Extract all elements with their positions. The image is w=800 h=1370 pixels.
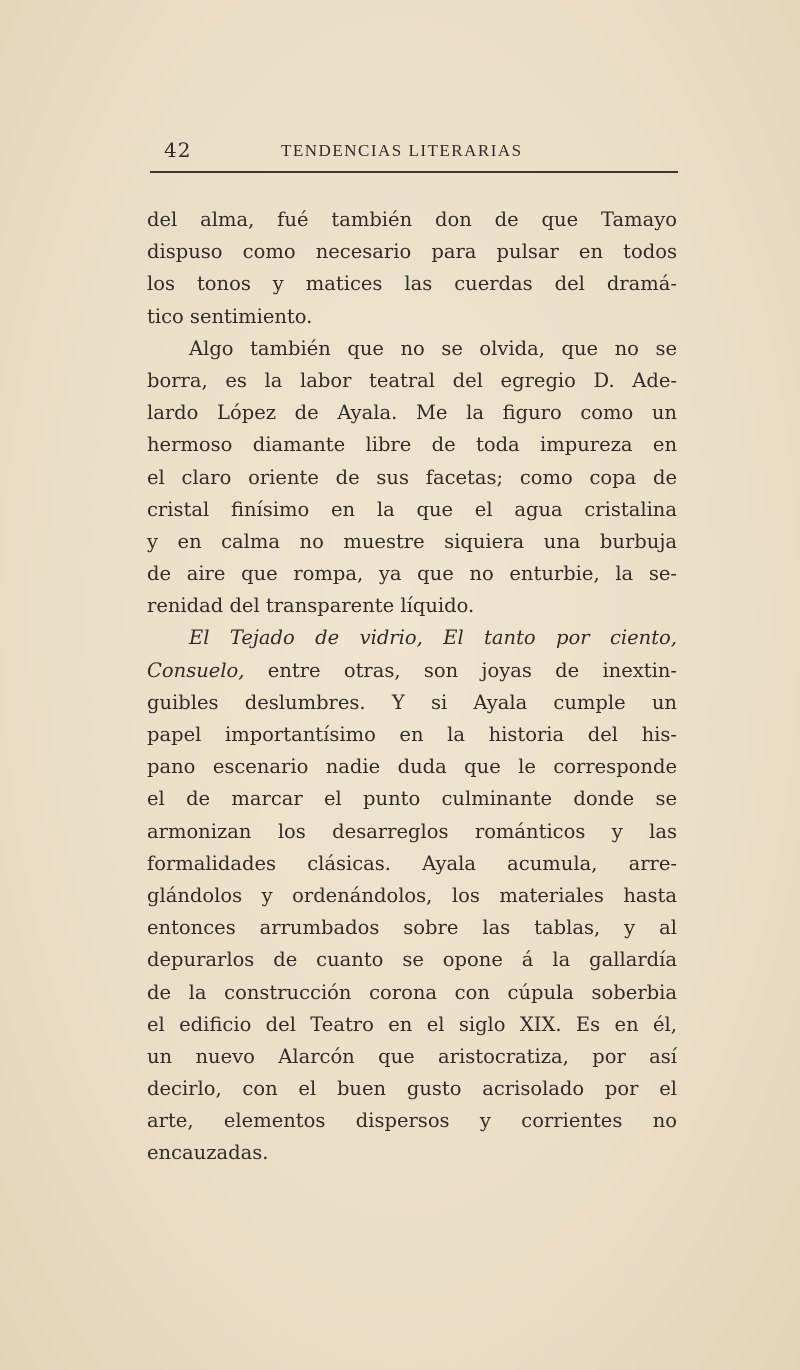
text-line: Algo también que no se olvida, que no se [189, 336, 677, 360]
text-line-italic-titles [147, 622, 677, 654]
text-line: hermoso diamante libre de toda impureza en [147, 433, 677, 457]
text-line: un nuevo Alarcón que aristocratiza, por así [147, 1044, 677, 1068]
text-fragment: entre otras, son joyas de inextin- [267, 658, 677, 682]
text-line: depurarlos de cuanto se opone á la gallardía [147, 948, 677, 972]
text-line: el edificio del Teatro en el siglo XIX. Es en él, [147, 1012, 677, 1036]
text-line-italic-titles [147, 655, 677, 687]
body-text [147, 204, 677, 1170]
running-title: TENDENCIAS LITERARIAS [281, 141, 523, 160]
text-line: el de marcar el punto culminante donde se [147, 787, 677, 811]
text-line: papel importantísimo en la historia del his- [147, 723, 677, 746]
text-line: armonizan los desarreglos románticos y las [147, 819, 677, 843]
text-line: de la construcción corona con cúpula soberbia [147, 980, 677, 1004]
running-head [150, 138, 678, 164]
text-line: tico sentimiento. [147, 304, 313, 328]
text-line: renidad del transparente líquido. [147, 594, 475, 618]
text-line: de aire que rompa, ya que no enturbie, la se- [147, 562, 677, 586]
text-line: entonces arrumbados sobre las tablas, y al [147, 916, 677, 940]
text-line: formalidades clásicas. Ayala acumula, arre- [147, 851, 677, 875]
text-line: dispuso como necesario para pulsar en todos [147, 240, 677, 264]
text-line: del alma, fué también don de que Tamayo [147, 208, 677, 231]
text-line: y en calma no muestre siquiera una burbuja [147, 529, 677, 553]
text-line: lardo López de Ayala. Me la figuro como un [147, 401, 677, 425]
text-line: el claro oriente de sus facetas; como copa de [147, 465, 677, 489]
play-title-consuelo: Consuelo, [147, 658, 245, 682]
text-line: arte, elementos dispersos y corrientes no [147, 1109, 677, 1133]
play-title-tejado: El Tejado de vidrio, [189, 626, 423, 650]
text-line: cristal finísimo en la que el agua cristalina [147, 497, 677, 521]
text-line: pano escenario nadie duda que le corresponde [147, 755, 677, 779]
header-rule [150, 171, 678, 173]
text-line: borra, es la labor teatral del egregio D. Ade- [147, 368, 677, 392]
page-number: 42 [164, 138, 192, 162]
play-title-tanto: El tanto por ciento, [443, 626, 677, 650]
text-line: decirlo, con el buen gusto acrisolado por el [147, 1077, 677, 1101]
text-line: guibles deslumbres. Y si Ayala cumple un [147, 690, 677, 714]
text-line: encauzadas. [147, 1141, 269, 1165]
text-line: glándolos y ordenándolos, los materiales hasta [147, 883, 677, 907]
text-line: los tonos y matices las cuerdas del dramá- [147, 272, 677, 296]
